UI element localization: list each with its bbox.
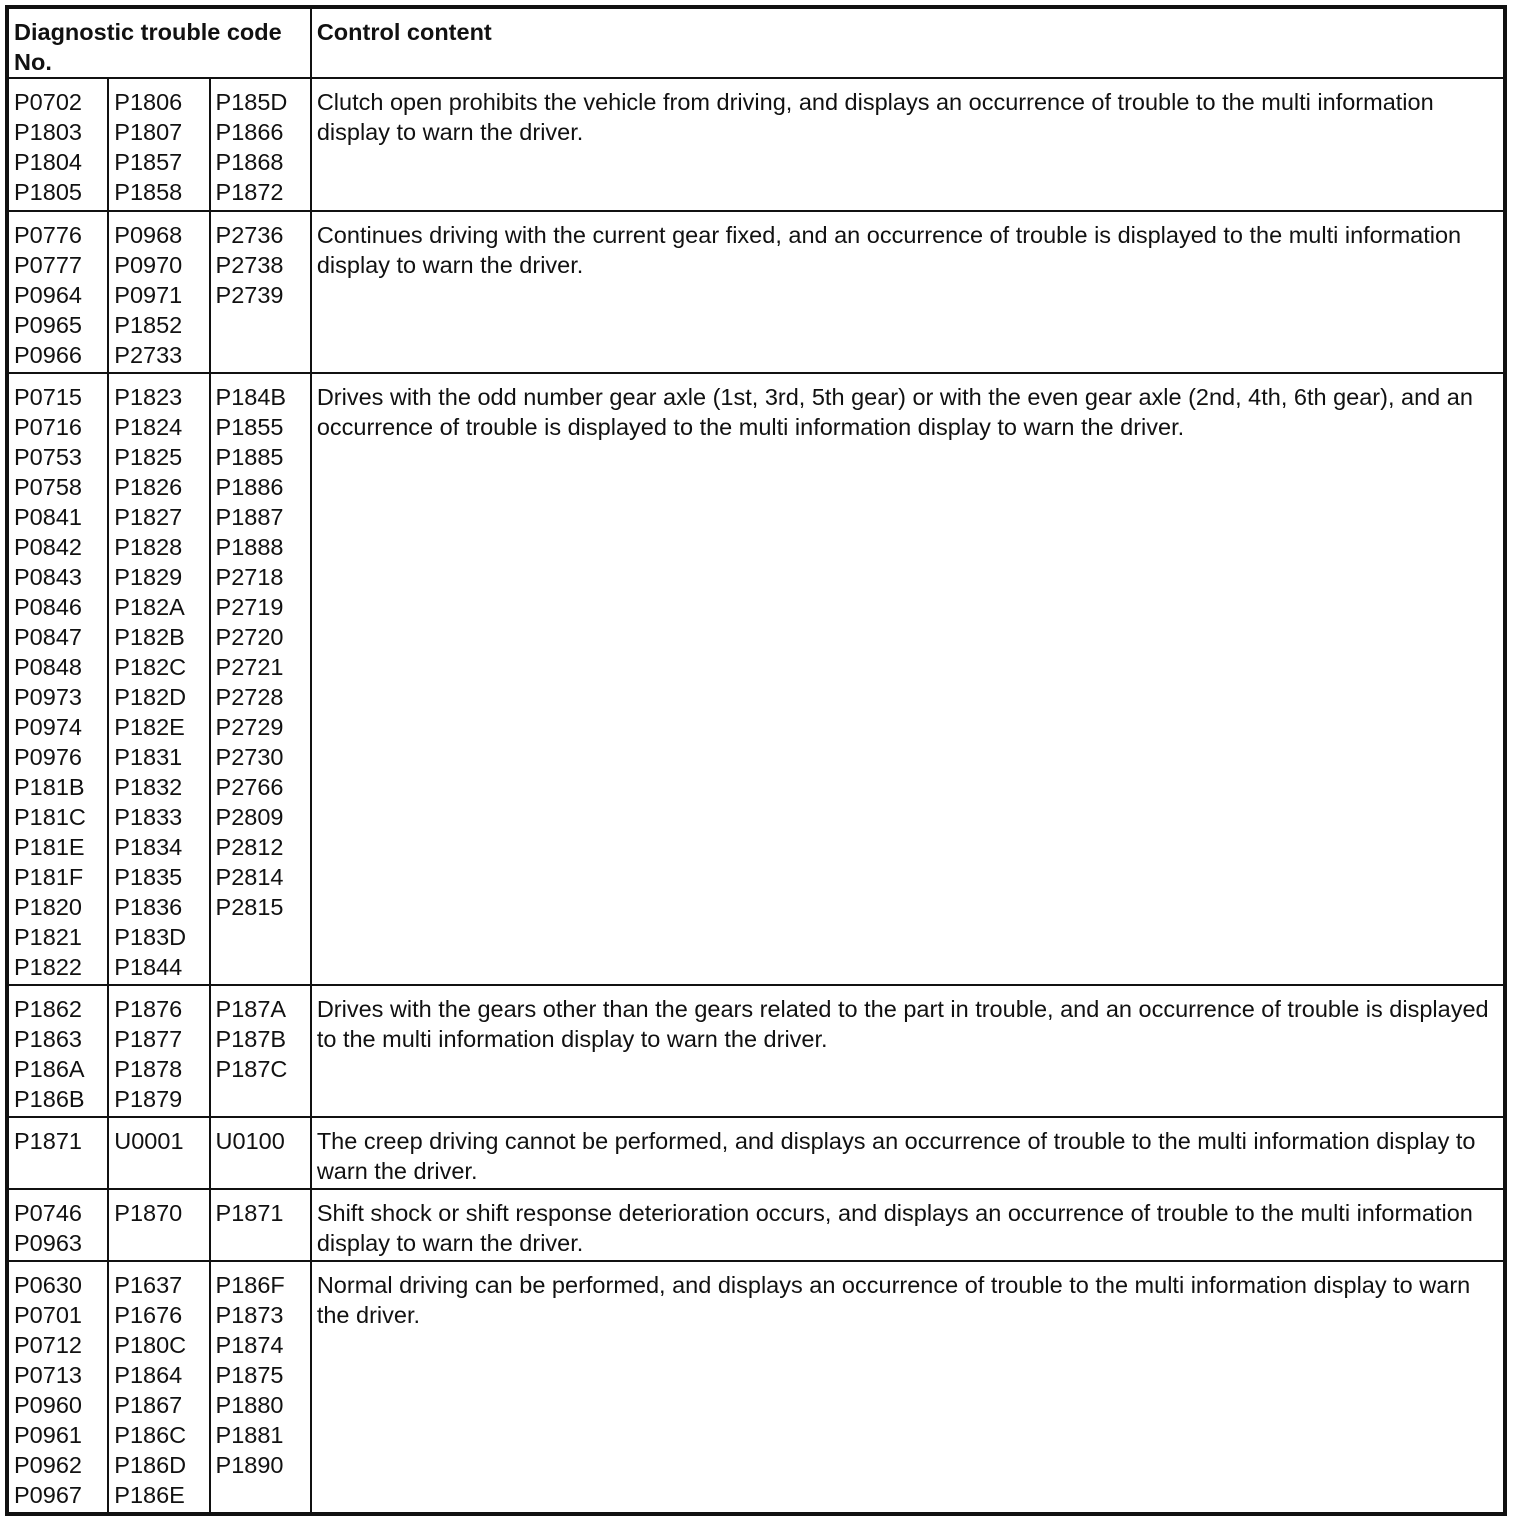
dtc-code-column: [108, 373, 209, 985]
dtc-code-column: [7, 211, 108, 373]
dtc-code: P187C: [215, 1056, 288, 1082]
dtc-code: P0713: [14, 1362, 82, 1388]
dtc-code-column: [108, 1189, 209, 1261]
dtc-code: P1805: [14, 179, 82, 205]
dtc-code-column: [210, 78, 311, 211]
dtc-code: P2814: [215, 864, 284, 890]
dtc-code: P1858: [114, 179, 183, 205]
dtc-code: P1870: [114, 1200, 183, 1226]
dtc-code: P184B: [215, 384, 287, 410]
dtc-code: P1637: [114, 1272, 183, 1298]
dtc-code: P2812: [215, 834, 284, 860]
dtc-code: P2766: [215, 774, 284, 800]
dtc-code: P1807: [114, 119, 183, 145]
dtc-code: P181E: [14, 834, 85, 860]
dtc-code: P0971: [114, 282, 183, 308]
dtc-code: P1844: [114, 954, 183, 980]
dtc-code-column: [108, 1117, 209, 1189]
dtc-code: P0753: [14, 444, 82, 470]
dtc-code: P2728: [215, 684, 284, 710]
dtc-code: P1866: [215, 119, 284, 145]
table-row: [7, 78, 1505, 211]
dtc-code: P1831: [114, 744, 183, 770]
code-column-header: Diagnostic trouble code No.: [7, 7, 311, 78]
dtc-code: P1824: [114, 414, 183, 440]
dtc-code: P186A: [14, 1056, 85, 1082]
dtc-code: P0842: [14, 534, 82, 560]
dtc-code: P182B: [114, 624, 185, 650]
dtc-code-column: [7, 985, 108, 1117]
dtc-code: P0777: [14, 252, 82, 278]
dtc-code: P2720: [215, 624, 284, 650]
dtc-code: P182C: [114, 654, 187, 680]
dtc-code: P1835: [114, 864, 183, 890]
dtc-code: P0970: [114, 252, 183, 278]
control-content: Normal driving can be performed, and displays an occurrence of trouble to the multi information display to warn the driver.: [311, 1261, 1505, 1514]
dtc-code-column: [108, 211, 209, 373]
dtc-code: P0716: [14, 414, 82, 440]
table-row: [7, 211, 1505, 373]
dtc-code: P0961: [14, 1422, 82, 1448]
dtc-code: P2721: [215, 654, 284, 680]
dtc-code: P0776: [14, 222, 82, 248]
dtc-code: P0968: [114, 222, 183, 248]
dtc-code: P0847: [14, 624, 82, 650]
table-row: [7, 985, 1505, 1117]
dtc-code: P0848: [14, 654, 82, 680]
dtc-code: P1875: [215, 1362, 284, 1388]
dtc-code: P1874: [215, 1332, 284, 1358]
dtc-code: P2738: [215, 252, 284, 278]
dtc-code: P182D: [114, 684, 187, 710]
dtc-code: P2719: [215, 594, 284, 620]
dtc-code-column: [7, 1189, 108, 1261]
dtc-code: P1827: [114, 504, 183, 530]
dtc-code: P0973: [14, 684, 82, 710]
dtc-code: P2729: [215, 714, 284, 740]
dtc-code: P186E: [114, 1482, 185, 1508]
dtc-code: P1806: [114, 89, 183, 115]
dtc-code: P1881: [215, 1422, 284, 1448]
dtc-code: P1890: [215, 1452, 284, 1478]
control-content: Drives with the gears other than the gears related to the part in trouble, and an occurrence of trouble is displayed to the multi information display to warn the driver.: [311, 985, 1505, 1117]
dtc-code: P181F: [14, 864, 84, 890]
dtc-code-column: [7, 78, 108, 211]
table-row: [7, 1261, 1505, 1514]
control-content: Continues driving with the current gear fixed, and an occurrence of trouble is displayed to the multi information display to warn the driver.: [311, 211, 1505, 373]
dtc-code: P1822: [14, 954, 82, 980]
dtc-code-column: [210, 1117, 311, 1189]
dtc-code: P0960: [14, 1392, 82, 1418]
dtc-code: P1820: [14, 894, 82, 920]
dtc-code: P1886: [215, 474, 284, 500]
dtc-code: P1828: [114, 534, 183, 560]
dtc-code-column: [108, 985, 209, 1117]
dtc-code: P185D: [215, 89, 288, 115]
dtc-code: P181C: [14, 804, 86, 830]
dtc-code: P0843: [14, 564, 82, 590]
dtc-code: P1852: [114, 312, 183, 338]
dtc-code: P186F: [215, 1272, 285, 1298]
dtc-code: P0964: [14, 282, 82, 308]
dtc-code: P1803: [14, 119, 82, 145]
dtc-code: P0967: [14, 1482, 82, 1508]
dtc-code: P1872: [215, 179, 284, 205]
dtc-code: P1887: [215, 504, 284, 530]
dtc-code-column: [7, 373, 108, 985]
dtc-code: P0712: [14, 1332, 82, 1358]
dtc-code: P2733: [114, 342, 183, 368]
dtc-code: P181B: [14, 774, 85, 800]
dtc-code: P1832: [114, 774, 183, 800]
dtc-code: P0976: [14, 744, 82, 770]
dtc-code: P1888: [215, 534, 284, 560]
dtc-code: P1871: [14, 1128, 82, 1154]
dtc-code: P1826: [114, 474, 183, 500]
dtc-code: P0715: [14, 384, 82, 410]
dtc-code: P1804: [14, 149, 82, 175]
dtc-code: P1864: [114, 1362, 183, 1388]
dtc-code: P1834: [114, 834, 183, 860]
table-body: [7, 78, 1505, 1514]
dtc-code: P2736: [215, 222, 284, 248]
dtc-code: P186C: [114, 1422, 187, 1448]
dtc-code: P2718: [215, 564, 284, 590]
dtc-code: U0100: [215, 1128, 285, 1154]
dtc-code: P0701: [14, 1302, 82, 1328]
dtc-code: U0001: [114, 1128, 184, 1154]
dtc-code: P187B: [215, 1026, 287, 1052]
dtc-code-column: [210, 373, 311, 985]
dtc-code: P2739: [215, 282, 284, 308]
dtc-code: P0630: [14, 1272, 82, 1298]
dtc-code: P1825: [114, 444, 183, 470]
dtc-code: P1862: [14, 996, 82, 1022]
dtc-code: P1857: [114, 149, 183, 175]
dtc-code: P0758: [14, 474, 82, 500]
dtc-code: P2730: [215, 744, 284, 770]
dtc-code: P182E: [114, 714, 185, 740]
dtc-code: P0846: [14, 594, 82, 620]
dtc-code: P186B: [14, 1086, 85, 1112]
dtc-code-column: [210, 985, 311, 1117]
dtc-code: P1871: [215, 1200, 284, 1226]
dtc-code: P0962: [14, 1452, 82, 1478]
dtc-code: P1823: [114, 384, 183, 410]
dtc-code: P1873: [215, 1302, 284, 1328]
dtc-code: P1855: [215, 414, 284, 440]
dtc-code: P0965: [14, 312, 82, 338]
table-row: [7, 373, 1505, 985]
dtc-code: P0966: [14, 342, 82, 368]
dtc-code: P0702: [14, 89, 82, 115]
dtc-code-column: [108, 1261, 209, 1514]
dtc-code: P0963: [14, 1230, 82, 1256]
header-row: [7, 7, 1505, 78]
control-content: Drives with the odd number gear axle (1st, 3rd, 5th gear) or with the even gear axle (2nd, 4th, 6th gear), and an occurrence of trouble is displayed to the multi information display to warn the driver.: [311, 373, 1505, 985]
dtc-code: P183D: [114, 924, 187, 950]
dtc-code: P1885: [215, 444, 284, 470]
content-column-header: Control content: [311, 7, 1505, 78]
control-content: The creep driving cannot be performed, and displays an occurrence of trouble to the multi information display to warn the driver.: [311, 1117, 1505, 1189]
dtc-code: P1821: [14, 924, 82, 950]
dtc-code: P187A: [215, 996, 287, 1022]
dtc-code: P1676: [114, 1302, 183, 1328]
dtc-code: P182A: [114, 594, 185, 620]
dtc-code: P1879: [114, 1086, 183, 1112]
control-content: Shift shock or shift response deterioration occurs, and displays an occurrence of trouble to the multi information display to warn the driver.: [311, 1189, 1505, 1261]
dtc-code: P1868: [215, 149, 284, 175]
dtc-code: P1863: [14, 1026, 82, 1052]
dtc-code: P0974: [14, 714, 82, 740]
dtc-code: P0746: [14, 1200, 82, 1226]
dtc-code-column: [210, 1189, 311, 1261]
dtc-code: P1877: [114, 1026, 183, 1052]
dtc-code: P1880: [215, 1392, 284, 1418]
dtc-code-column: [108, 78, 209, 211]
dtc-code-column: [7, 1261, 108, 1514]
dtc-code: P1836: [114, 894, 183, 920]
table-row: [7, 1117, 1505, 1189]
dtc-code: P1876: [114, 996, 183, 1022]
dtc-code-column: [210, 1261, 311, 1514]
dtc-code: P180C: [114, 1332, 187, 1358]
dtc-code: P186D: [114, 1452, 187, 1478]
dtc-code: P1878: [114, 1056, 183, 1082]
dtc-code: P0841: [14, 504, 82, 530]
dtc-code: P1829: [114, 564, 183, 590]
dtc-code: P1867: [114, 1392, 183, 1418]
dtc-code: P2815: [215, 894, 284, 920]
dtc-code: P2809: [215, 804, 284, 830]
control-content: Clutch open prohibits the vehicle from driving, and displays an occurrence of trouble to the multi information display to warn the driver.: [311, 78, 1505, 211]
table-row: [7, 1189, 1505, 1261]
dtc-code-column: [210, 211, 311, 373]
dtc-table: [5, 5, 1507, 1516]
dtc-code: P1833: [114, 804, 183, 830]
dtc-code-column: [7, 1117, 108, 1189]
